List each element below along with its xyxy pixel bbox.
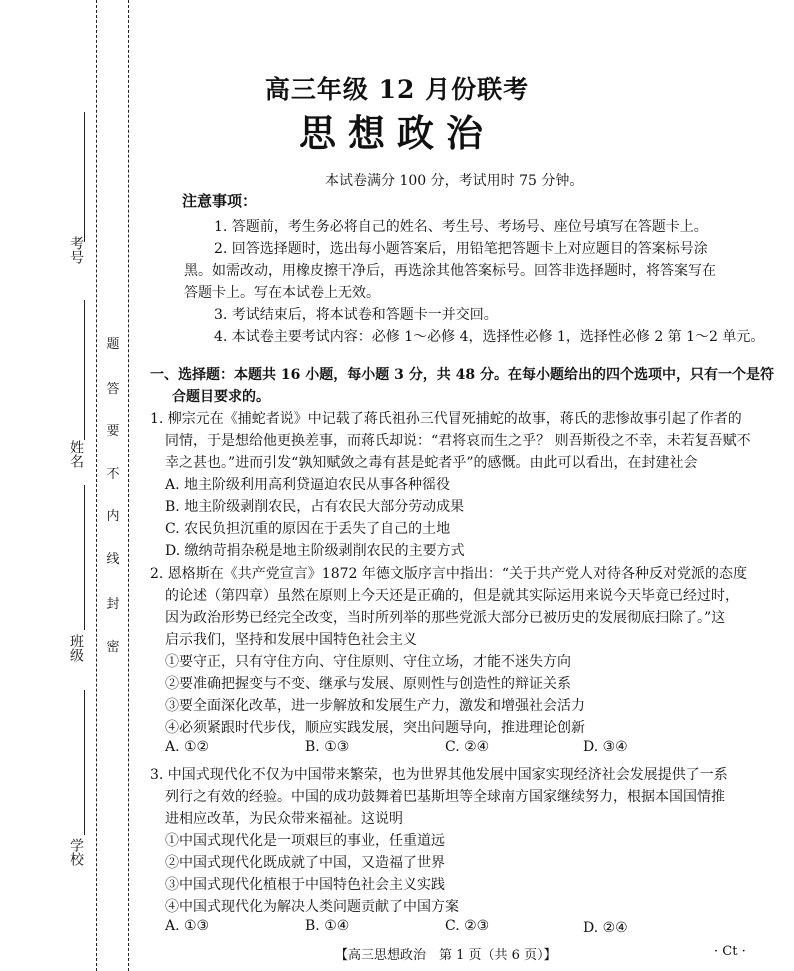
exam-info: 本试卷满分 100 分，考试用时 75 分钟。 xyxy=(325,173,584,189)
name-blank[interactable] xyxy=(84,300,85,440)
q3-choice-b[interactable]: B. ①④ xyxy=(305,918,350,934)
seal-char: 封 xyxy=(106,597,120,612)
q3-choice-a[interactable]: A. ①③ xyxy=(165,918,210,934)
notice-line: 答题卡上。写在本试卷上无效。 xyxy=(184,285,380,301)
notice-line: 黑。如需改动，用橡皮擦干净后，再选涂其他答案标号。回答非选择题时，将答案写在 xyxy=(184,263,716,279)
q2-choice-a[interactable]: A. ①② xyxy=(165,739,210,755)
q3-item: ③中国式现代化植根于中国特色社会主义实践 xyxy=(165,877,445,893)
seal-char: 答 xyxy=(106,382,120,397)
q2-item: ②要准确把握变与不变、继承与发展、原则性与创造性的辩证关系 xyxy=(165,676,571,692)
q2-choice-b[interactable]: B. ①③ xyxy=(305,739,350,755)
q1-stem: 幸之甚也。”进而引发“孰知赋敛之毒有甚是蛇者乎”的感慨。由此可以看出，在封建社会 xyxy=(165,455,698,471)
q2-choice-d[interactable]: D. ③④ xyxy=(583,739,628,755)
seal-char: 题 xyxy=(106,337,120,352)
q2-stem: 因为政治形势已经完全改变，当时所列举的那些党派大部分已被历史的发展彻底扫除了。”这 xyxy=(165,610,726,626)
q1-stem: 1. 柳宗元在《捕蛇者说》中记载了蒋氏祖孙三代冒死捕蛇的故事，蒋氏的悲惨故事引起了作者的 xyxy=(150,411,742,427)
class-label: 班级 xyxy=(68,634,84,662)
class-blank[interactable] xyxy=(84,485,85,630)
notice-title: 注意事项： xyxy=(182,192,258,210)
q1-option-b[interactable]: B. 地主阶级剥削农民，占有农民大部分劳动成果 xyxy=(165,499,465,515)
notice-line: 3. 考试结束后，将本试卷和答题卡一并交回。 xyxy=(214,307,498,323)
seal-char: 密 xyxy=(106,640,120,655)
q3-item: ①中国式现代化是一项艰巨的事业，任重道远 xyxy=(165,833,445,849)
page-footer: 【高三思想政治 第 1 页（共 6 页）】 xyxy=(335,948,557,963)
q2-stem: 2. 恩格斯在《共产党宣言》1872 年德文版序言中指出：“关于共产党人对待各种反对党派的态度 xyxy=(150,566,748,582)
q3-stem: 列行之有效的经验。中国的成功鼓舞着巴基斯坦等全球南方国家继续努力，根据本国国情推 xyxy=(165,789,725,805)
notice-line: 1. 答题前，考生务必将自己的姓名、考生号、考场号、座位号填写在答题卡上。 xyxy=(214,219,708,235)
school-blank[interactable] xyxy=(84,690,85,835)
q2-stem: 启示我们，坚持和发展中国特色社会主义 xyxy=(165,632,417,648)
seal-char: 内 xyxy=(106,509,120,524)
q3-choice-c[interactable]: C. ②③ xyxy=(445,918,490,934)
seal-char: 不 xyxy=(106,467,120,482)
subject-title: 思想政治 xyxy=(299,111,495,155)
seal-char: 要 xyxy=(106,424,120,439)
exam-title: 高三年级 12 月份联考 xyxy=(264,75,530,104)
name-label: 姓名 xyxy=(68,440,84,468)
q2-item: ④必须紧跟时代步伐，顺应实践发展，突出问题导向，推进理论创新 xyxy=(165,720,585,736)
notice-line: 4. 本试卷主要考试内容：必修 1～必修 4，选择性必修 1，选择性必修 2 第 1～2 单元。 xyxy=(214,329,765,345)
exam-no-label: 考号 xyxy=(68,236,84,264)
q1-stem: 同情，于是想给他更换差事，而蒋氏却说：“君将哀而生之乎？ 则吾斯役之不幸，未若复吾赋不 xyxy=(165,433,751,449)
q2-stem: 的论述（第四章）虽然在原则上今天还是正确的，但是就其实际运用来说今天毕竟已经过时， xyxy=(165,588,739,604)
q3-stem: 3. 中国式现代化不仅为中国带来繁荣，也为世界其他发展中国家实现经济社会发展提供了一系 xyxy=(150,767,728,783)
q1-option-a[interactable]: A. 地主阶级利用高利贷逼迫农民从事各种徭役 xyxy=(165,477,451,493)
q3-item: ②中国式现代化既成就了中国，又造福了世界 xyxy=(165,855,445,871)
q1-option-d[interactable]: D. 缴纳苛捐杂税是地主阶级剥削农民的主要方式 xyxy=(165,543,465,559)
school-label: 学校 xyxy=(68,838,84,866)
notice-line: 2. 回答选择题时，选出每小题答案后，用铅笔把答题卡上对应题目的答案标号涂 xyxy=(214,241,708,257)
q2-item: ①要守正，只有守住方向、守住原则、守住立场，才能不迷失方向 xyxy=(165,654,571,670)
q1-option-c[interactable]: C. 农民负担沉重的原因在于丢失了自己的土地 xyxy=(165,521,451,537)
section-heading: 一、选择题：本题共 16 小题，每小题 3 分，共 48 分。在每小题给出的四个选项中，只有一个是符 xyxy=(150,367,774,383)
q2-item: ③要全面深化改革，进一步解放和发展生产力，激发和增强社会活力 xyxy=(165,698,585,714)
footer-code: · Ct · xyxy=(714,944,746,959)
q2-choice-c[interactable]: C. ②④ xyxy=(445,739,490,755)
q3-item: ④中国式现代化为解决人类问题贡献了中国方案 xyxy=(165,899,459,915)
q3-choice-d[interactable]: D. ②④ xyxy=(583,920,628,936)
q3-stem: 进相应改革，为民众带来福祉。这说明 xyxy=(165,811,403,827)
section-heading-cont: 合题目要求的。 xyxy=(172,389,270,405)
seal-char: 线 xyxy=(106,552,120,567)
